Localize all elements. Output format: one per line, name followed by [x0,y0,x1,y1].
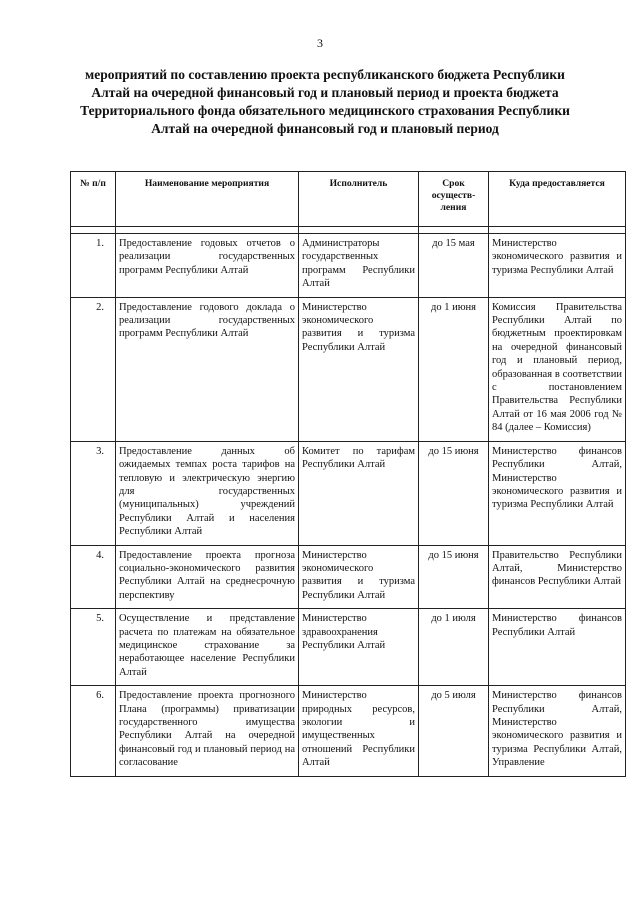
document-title: мероприятий по составлению проекта республиканского бюджета Республики Алтай на очередной финансовый год и плановый период и проекта бюджета Территориального фонда обязательного медицинского страхования Республики Алтай на очередной финансовый год и плановый период [80,67,570,136]
header-executor: Исполнитель [299,172,419,227]
row-name: Осуществление и представление расчета по платежам на обязательное медицинское страхование за неработающее население Республики Алтай [116,609,299,686]
row-name: Предоставление проекта прогноза социально-экономического развития Республики Алтай на среднесрочную перспективу [116,545,299,609]
table-spacer-row [71,227,626,234]
table-row [71,686,626,776]
row-name: Предоставление годовых отчетов о реализации государственных программ Республики Алтай [116,234,299,298]
row-deadline: до 15 июня [419,545,489,609]
row-recipient: Комиссия Правительства Республики Алтай по бюджетным проектировкам на очередной финансовый год и плановый период, образованная в соответствии с постановлением Правительства Республики Алтай от 16 мая 2006 год № 84 (далее – Комиссия) [489,297,626,441]
row-name: Предоставление данных об ожидаемых темпах роста тарифов на тепловую и электрическую энергию для государственных (муниципальных) учреждений Республики Алтай и населения Республики Алтай [116,441,299,545]
row-num: 6. [71,686,116,776]
row-name: Предоставление проекта прогнозного Плана (программы) приватизации государственного имущества Республики Алтай на очередной финансовый год и плановый период на согласование [116,686,299,776]
row-recipient: Министерство экономического развития и туризма Республики Алтай [489,234,626,298]
row-recipient: Министерство финансов Республики Алтай [489,609,626,686]
table-row [71,234,626,298]
row-executor: Министерство здравоохранения Республики Алтай [299,609,419,686]
table-row [71,297,626,441]
row-deadline: до 5 июля [419,686,489,776]
activities-table [70,171,626,777]
row-executor: Министерство природных ресурсов, экологии и имущественных отношений Республики Алтай [299,686,419,776]
table-row [71,609,626,686]
table-header-row [71,172,626,227]
row-executor: Администраторы государственных программ Республики Алтай [299,234,419,298]
table-row [71,545,626,609]
row-deadline: до 15 мая [419,234,489,298]
header-num: № п/п [71,172,116,227]
row-executor: Комитет по тарифам Республики Алтай [299,441,419,545]
row-num: 4. [71,545,116,609]
row-num: 3. [71,441,116,545]
header-recipient: Куда предоставляется [489,172,626,227]
row-deadline: до 1 июля [419,609,489,686]
row-name: Предоставление годового доклада о реализации государственных программ Республики Алтай [116,297,299,441]
page-number: 3 [317,36,323,50]
row-executor: Министерство экономического развития и туризма Республики Алтай [299,545,419,609]
header-deadline: Срок осуществ-ления [419,172,489,227]
row-num: 1. [71,234,116,298]
row-recipient: Правительство Республики Алтай, Министерство финансов Республики Алтай [489,545,626,609]
row-recipient: Министерство финансов Республики Алтай, Министерство экономического развития и туризма Республики Алтай [489,441,626,545]
row-deadline: до 15 июня [419,441,489,545]
row-num: 2. [71,297,116,441]
row-deadline: до 1 июня [419,297,489,441]
row-recipient: Министерство финансов Республики Алтай, Министерство экономического развития и туризма Республики Алтай, Управление [489,686,626,776]
row-executor: Министерство экономического развития и туризма Республики Алтай [299,297,419,441]
row-num: 5. [71,609,116,686]
table-row [71,441,626,545]
header-name: Наименование мероприятия [116,172,299,227]
